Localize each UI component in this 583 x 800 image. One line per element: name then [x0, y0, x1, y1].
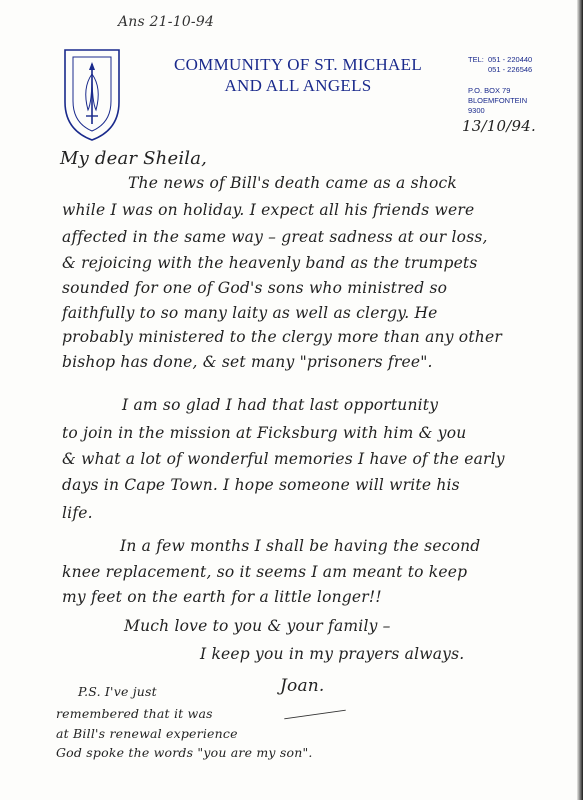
body-line: knee replacement, so it seems I am meant to keep — [62, 563, 468, 581]
reply-annotation: Ans 21-10-94 — [118, 14, 215, 30]
body-line: life. — [62, 504, 93, 522]
body-line: affected in the same way – great sadness at our loss, — [62, 228, 488, 246]
body-line: I keep you in my prayers always. — [200, 645, 465, 663]
community-seal — [55, 44, 129, 144]
signature-underline — [284, 710, 346, 720]
body-line: probably ministered to the clergy more than any other — [62, 328, 502, 346]
po-box: P.O. BOX 79 — [468, 86, 511, 95]
body-line: my feet on the earth for a little longer!! — [62, 588, 382, 606]
salutation: My dear Sheila, — [60, 148, 208, 169]
body-line: & what a lot of wonderful memories I have of the early — [62, 450, 505, 468]
body-line: The news of Bill's death came as a shock — [128, 174, 457, 192]
postscript-line: remembered that it was — [56, 706, 213, 721]
postscript-line: God spoke the words "you are my son". — [56, 745, 313, 760]
body-line: Much love to you & your family – — [124, 617, 391, 635]
body-line: In a few months I shall be having the second — [120, 537, 481, 555]
body-line: days in Cape Town. I hope someone will write his — [62, 476, 460, 494]
telephone-1: 051 - 220440 — [488, 55, 533, 64]
postscript-line: P.S. I've just — [78, 684, 157, 699]
seal-emblem-icon — [55, 44, 129, 144]
telephone-2: 051 - 226546 — [488, 65, 533, 74]
city: BLOEMFONTEIN — [468, 96, 528, 105]
body-line: I am so glad I had that last opportunity — [122, 396, 439, 414]
body-line: & rejoicing with the heavenly band as the trumpets — [62, 254, 478, 272]
body-line: while I was on holiday. I expect all his friends were — [62, 201, 475, 219]
letter-date: 13/10/94. — [462, 117, 536, 135]
letterhead-title-line2: AND ALL ANGELS — [224, 76, 372, 95]
body-line: to join in the mission at Ficksburg with him & you — [62, 424, 467, 442]
scan-edge — [577, 0, 583, 800]
body-line: bishop has done, & set many "prisoners free". — [62, 353, 433, 371]
body-line: faithfully to so many laity as well as clergy. He — [62, 304, 438, 322]
tel-label: TEL: — [468, 55, 484, 64]
postscript-line: at Bill's renewal experience — [56, 726, 238, 741]
postcode: 9300 — [468, 106, 485, 115]
letterhead-contact — [468, 55, 532, 116]
letterhead-title-line1: COMMUNITY OF ST. MICHAEL — [173, 55, 423, 74]
body-line: sounded for one of God's sons who ministred so — [62, 279, 448, 297]
signature: Joan. — [280, 676, 325, 696]
